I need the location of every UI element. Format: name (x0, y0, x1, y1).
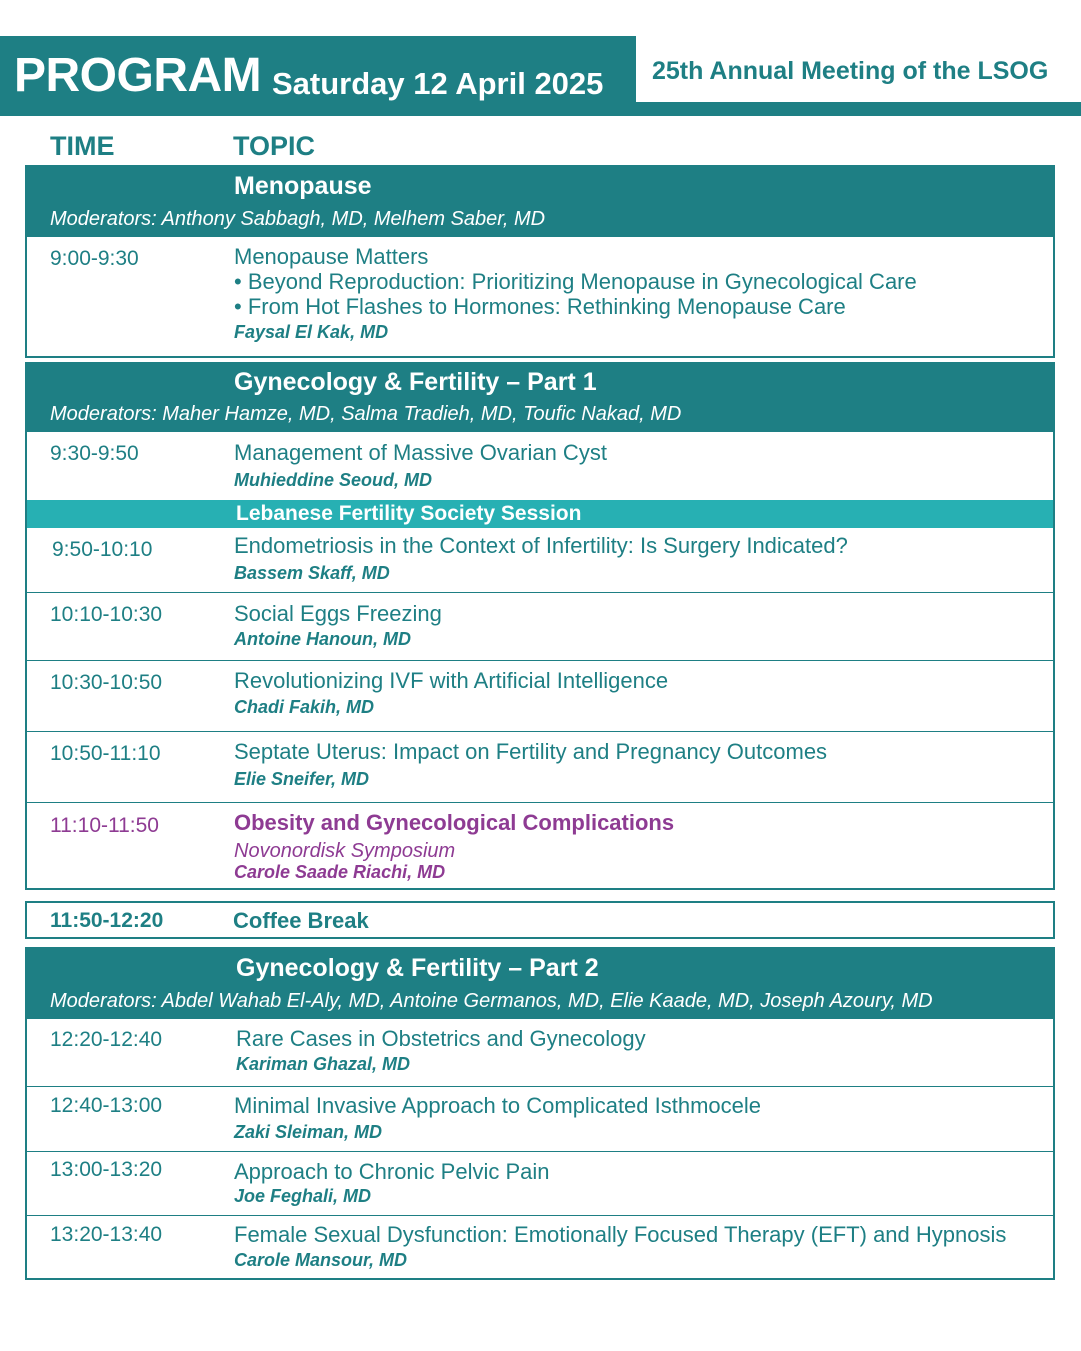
session-title: Menopause (234, 172, 372, 200)
session-gyn-fertility-part1 (25, 362, 1055, 890)
session-moderators: Moderators: Maher Hamze, MD, Salma Tradieh, MD, Toufic Nakad, MD (50, 403, 682, 425)
program-row (27, 731, 1053, 802)
row-time: 10:30-10:50 (50, 671, 163, 694)
row-time: 10:50-11:10 (50, 742, 161, 765)
session-gyn-fertility-part2 (25, 947, 1055, 1280)
row-topic: Revolutionizing IVF with Artificial Intelligence (234, 668, 669, 693)
program-row (27, 1019, 1053, 1086)
session-moderators: Moderators: Abdel Wahab El-Aly, MD, Antoine Germanos, MD, Elie Kaade, MD, Joseph Azoury, MD (50, 990, 933, 1012)
row-topic: Obesity and Gynecological Complications (234, 810, 675, 835)
session-title: Gynecology & Fertility – Part 2 (236, 954, 599, 982)
subsession-title: Lebanese Fertility Society Session (236, 502, 582, 525)
session-moderators: Moderators: Anthony Sabbagh, MD, Melhem Saber, MD (50, 208, 546, 230)
row-speaker: Carole Mansour, MD (234, 1250, 408, 1270)
row-speaker: Kariman Ghazal, MD (236, 1054, 411, 1074)
row-topic: Rare Cases in Obstetrics and Gynecology (236, 1026, 646, 1051)
program-row (27, 592, 1053, 660)
program-row (27, 528, 1053, 592)
coffee-break-label: Coffee Break (233, 908, 369, 933)
column-heading-time: TIME (50, 131, 115, 161)
program-row (27, 237, 1053, 356)
coffee-break-row (25, 901, 1055, 939)
row-speaker: Carole Saade Riachi, MD (234, 862, 446, 882)
row-bullet: • Beyond Reproduction: Prioritizing Menopause in Gynecological Care (234, 269, 917, 294)
row-time: 9:50-10:10 (52, 538, 153, 561)
subsession-band (27, 500, 1053, 528)
session-header (27, 364, 1053, 432)
row-time: 12:40-13:00 (50, 1094, 163, 1117)
row-bullet: • From Hot Flashes to Hormones: Rethinking Menopause Care (234, 294, 846, 319)
program-header (0, 36, 1081, 116)
row-time: 12:20-12:40 (50, 1028, 163, 1051)
program-row (27, 1215, 1053, 1277)
row-time: 10:10-10:30 (50, 603, 163, 626)
program-row (27, 660, 1053, 731)
meeting-title: 25th Annual Meeting of the LSOG (652, 57, 1049, 85)
program-row (27, 432, 1053, 500)
row-speaker: Muhieddine Seoud, MD (234, 470, 432, 490)
row-topic: Female Sexual Dysfunction: Emotionally Focused Therapy (EFT) and Hypnosis (234, 1222, 1007, 1247)
row-time: 13:20-13:40 (50, 1223, 163, 1246)
row-topic: Endometriosis in the Context of Infertility: Is Surgery Indicated? (234, 533, 848, 558)
row-speaker: Bassem Skaff, MD (234, 563, 390, 583)
row-topic: Approach to Chronic Pelvic Pain (234, 1159, 550, 1184)
header-rule (636, 102, 1081, 116)
session-header (27, 949, 1053, 1019)
program-date: Saturday 12 April 2025 (272, 66, 604, 101)
coffee-break-time: 11:50-12:20 (50, 909, 164, 932)
row-time: 11:10-11:50 (50, 814, 159, 837)
session-title: Gynecology & Fertility – Part 1 (234, 368, 597, 396)
row-time: 9:00-9:30 (50, 247, 139, 270)
session-menopause (25, 165, 1055, 358)
program-row (27, 1151, 1053, 1215)
row-sponsor: Novonordisk Symposium (234, 840, 456, 862)
program-row (27, 1086, 1053, 1151)
row-speaker: Antoine Hanoun, MD (234, 629, 411, 649)
session-header (27, 167, 1053, 237)
row-time: 9:30-9:50 (50, 442, 139, 465)
row-topic: Minimal Invasive Approach to Complicated Isthmocele (234, 1093, 762, 1118)
row-speaker: Elie Sneifer, MD (234, 769, 370, 789)
row-speaker: Chadi Fakih, MD (234, 697, 375, 717)
row-topic: Management of Massive Ovarian Cyst (234, 440, 607, 465)
row-speaker: Faysal El Kak, MD (234, 322, 389, 342)
program-row-symposium (27, 802, 1053, 886)
row-time: 13:00-13:20 (50, 1158, 163, 1181)
program-title: PROGRAM (14, 49, 262, 102)
row-speaker: Joe Feghali, MD (234, 1186, 372, 1206)
column-heading-topic: TOPIC (233, 131, 316, 161)
row-topic: Menopause Matters (234, 244, 429, 269)
row-speaker: Zaki Sleiman, MD (234, 1122, 383, 1142)
row-topic: Septate Uterus: Impact on Fertility and Pregnancy Outcomes (234, 739, 828, 764)
row-topic: Social Eggs Freezing (234, 601, 442, 626)
